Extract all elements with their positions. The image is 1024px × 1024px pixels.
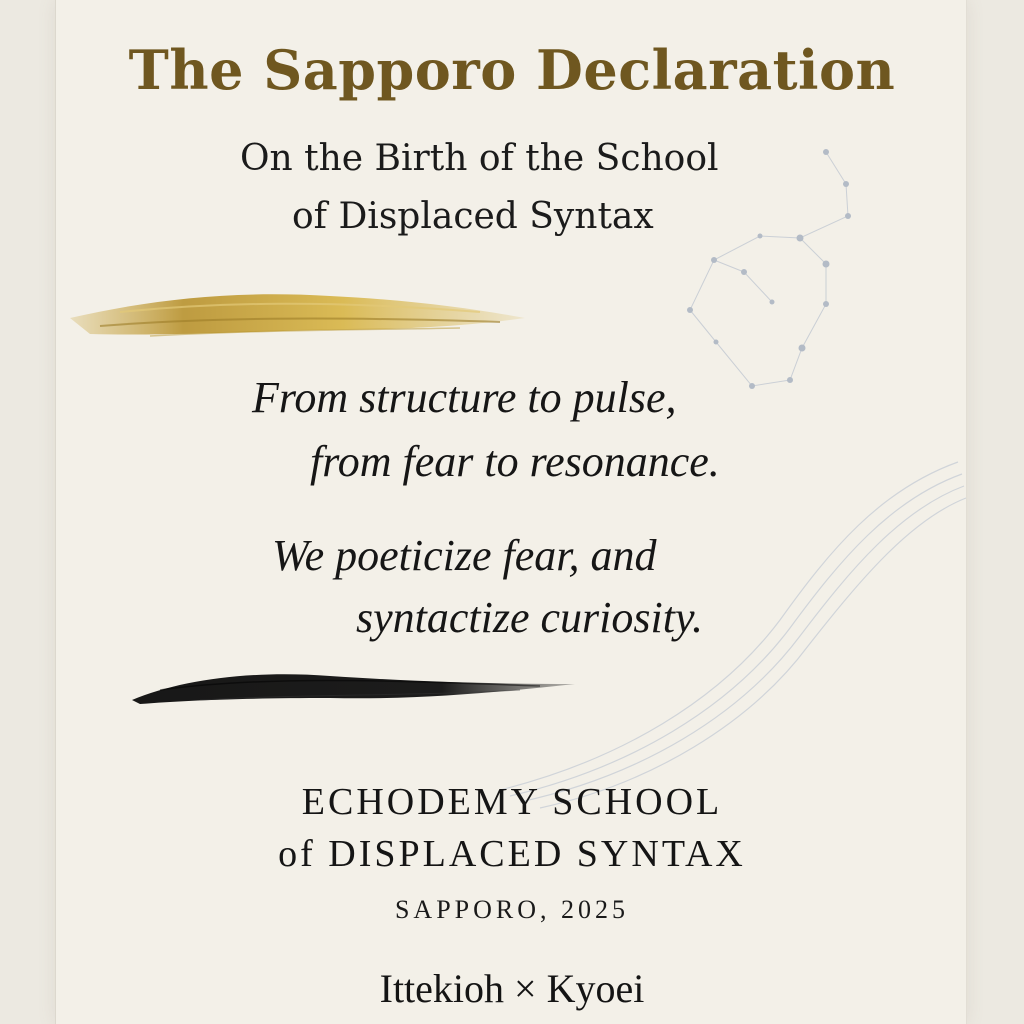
subtitle-line-2: of Displaced Syntax [292, 196, 654, 237]
verse-line-3: We poeticize fear, and [272, 531, 657, 580]
verse-line-4: syntactize curiosity. [356, 593, 704, 642]
verse-line-2: from fear to resonance. [310, 437, 720, 486]
author-1: Ittekioh [379, 966, 505, 1011]
organization-line-2: of DISPLACED SYNTAX [278, 833, 746, 875]
page-title: The Sapporo Declaration [128, 38, 896, 102]
authors [0, 965, 1024, 1012]
place-date: SAPPORO, 2025 [394, 895, 630, 924]
author-2: Kyoei [546, 966, 645, 1011]
verse-line-1: From structure to pulse, [252, 373, 677, 422]
author-separator: × [514, 966, 537, 1011]
organization-line-1: ECHODEMY SCHOOL [301, 781, 723, 823]
subtitle-line-1: On the Birth of the School [240, 138, 719, 179]
